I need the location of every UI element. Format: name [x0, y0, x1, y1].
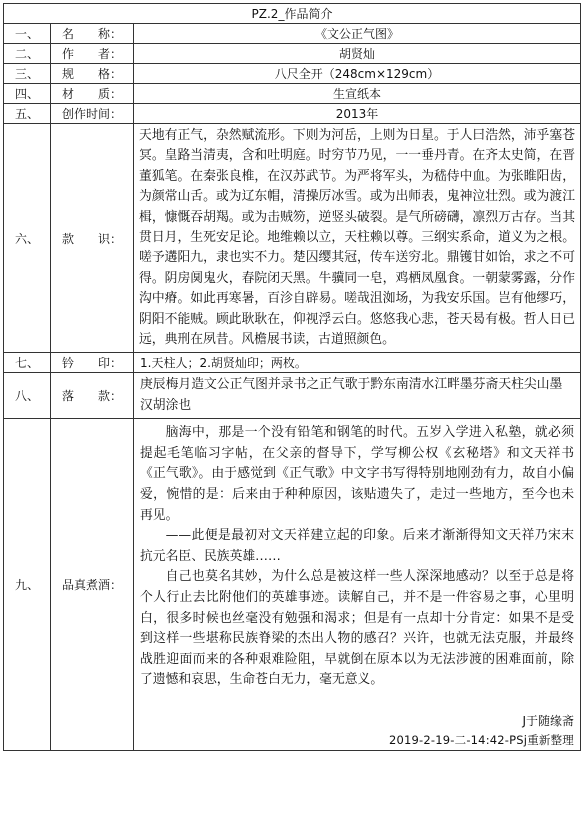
row-date [4, 104, 581, 124]
essay-signature: J于随缘斋 [522, 714, 574, 728]
row-label: 品真煮酒： [51, 419, 134, 751]
poem-text: 天地有正气，杂然赋流形。下则为河岳，上则为日星。于人曰浩然，沛乎塞苍冥。皇路当清夷，含和吐明庭。时穷节乃见，一一垂丹青。在齐太史简，在晋董狐笔。在秦张良椎，在汉苏武节。为严将军头，为嵇侍中血。为张睢阳齿，为颜常山舌。或为辽东帽，清操厉冰雪。或为出师表，鬼神泣壮烈。或为渡江楫，慷慨吞胡羯。或为击贼笏，逆竖头破裂。是气所磅礴，凛烈万古存。当其贯日月，生死安足论。地维赖以立，天柱赖以尊。三纲实系命，道义为之根。嗟予遘阳九，隶也实不力。楚囚缨其冠，传车送穷北。鼎镬甘如饴，求之不可得。阴房阒鬼火，春院闭天黑。牛骥同一皂，鸡栖凤凰食。一朝蒙雾露，分作沟中瘠。如此再寒暑，百沴自辟易。嗟哉沮洳场，为我安乐国。岂有他缪巧，阴阳不能贼。顾此耿耿在，仰视浮云白。悠悠我心悲，苍天曷有极。哲人日已远，典刑在夙昔。风檐展书读，古道照颜色。 [134, 124, 581, 353]
row-label: 落 款： [51, 373, 134, 419]
row-number: 三、 [4, 64, 51, 84]
row-number: 四、 [4, 84, 51, 104]
edit-timestamp: 2019-2-19-二-14:42-PSj重新整理 [388, 733, 574, 747]
row-inscription [4, 373, 581, 419]
essay-paragraph: 脑海中，那是一个没有铅笔和钢笔的时代。五岁入学进入私塾，就必须提起毛笔临习字帖，在父亲的督导下，学写柳公权《玄秘塔》和文天祥书《正气歌》。由于感觉到《正气歌》中文字书写得特别地刚劲有力，故自小偏爱，惋惜的是：后来由于种种原因，该贴遗失了，走过一些地方，至今也未再见。 [140, 425, 574, 523]
row-number: 二、 [4, 44, 51, 64]
row-number: 九、 [4, 419, 51, 751]
row-author [4, 44, 581, 64]
row-label: 创作时间： [51, 104, 134, 124]
row-essay [4, 419, 581, 751]
intro-table [3, 3, 581, 751]
essay-paragraph: ——此便是最初对文天祥建立起的印象。后来才渐渐得知文天祥乃宋末抗元名臣、民族英雄…… [140, 528, 574, 564]
row-label: 材 质： [51, 84, 134, 104]
row-label: 规 格： [51, 64, 134, 84]
row-title [4, 24, 581, 44]
row-label: 款 识： [51, 124, 134, 353]
row-size [4, 64, 581, 84]
row-label: 钤 印： [51, 353, 134, 373]
row-number: 六、 [4, 124, 51, 353]
work-material: 生宣纸本 [134, 84, 581, 104]
sheet-title: PZ.2_作品简介 [4, 4, 581, 24]
creation-date: 2013年 [134, 104, 581, 124]
work-title: 《文公正气图》 [134, 24, 581, 44]
row-number: 八、 [4, 373, 51, 419]
row-number: 一、 [4, 24, 51, 44]
row-material [4, 84, 581, 104]
row-label: 名 称： [51, 24, 134, 44]
inscription-text: 庚辰梅月造文公正气图并录书之正气歌于黔东南清水江畔墨芬斋天柱尖山墨汉胡涂也 [134, 373, 581, 419]
essay-body [134, 419, 581, 751]
row-poem [4, 124, 581, 353]
row-label: 作 者： [51, 44, 134, 64]
work-size: 八尺全开（248cm×129cm） [134, 64, 581, 84]
essay-paragraph: 自己也莫名其妙，为什么总是被这样一些人深深地感动？以至于总是将个人行止去比附他们的英雄事迹。读解自己，并不是一件容易之事，心里明白，很多时候也丝毫没有勉强和渴求；但是有一点却十分肯定：如果不是受到这样一些堪称民族脊梁的杰出人物的感召？兴许，也就无法克服，并最终战胜迎面而来的各种艰难险阻，早就倒在原本以为无法涉渡的困难面前，除了遗憾和哀思，生命苍白无力，毫无意义。 [140, 569, 574, 688]
row-number: 五、 [4, 104, 51, 124]
intro-sheet [3, 3, 581, 751]
row-number: 七、 [4, 353, 51, 373]
seal-list: 1.天柱人；2.胡贤灿印；两枚。 [134, 353, 581, 373]
row-seal [4, 353, 581, 373]
author-name: 胡贤灿 [134, 44, 581, 64]
